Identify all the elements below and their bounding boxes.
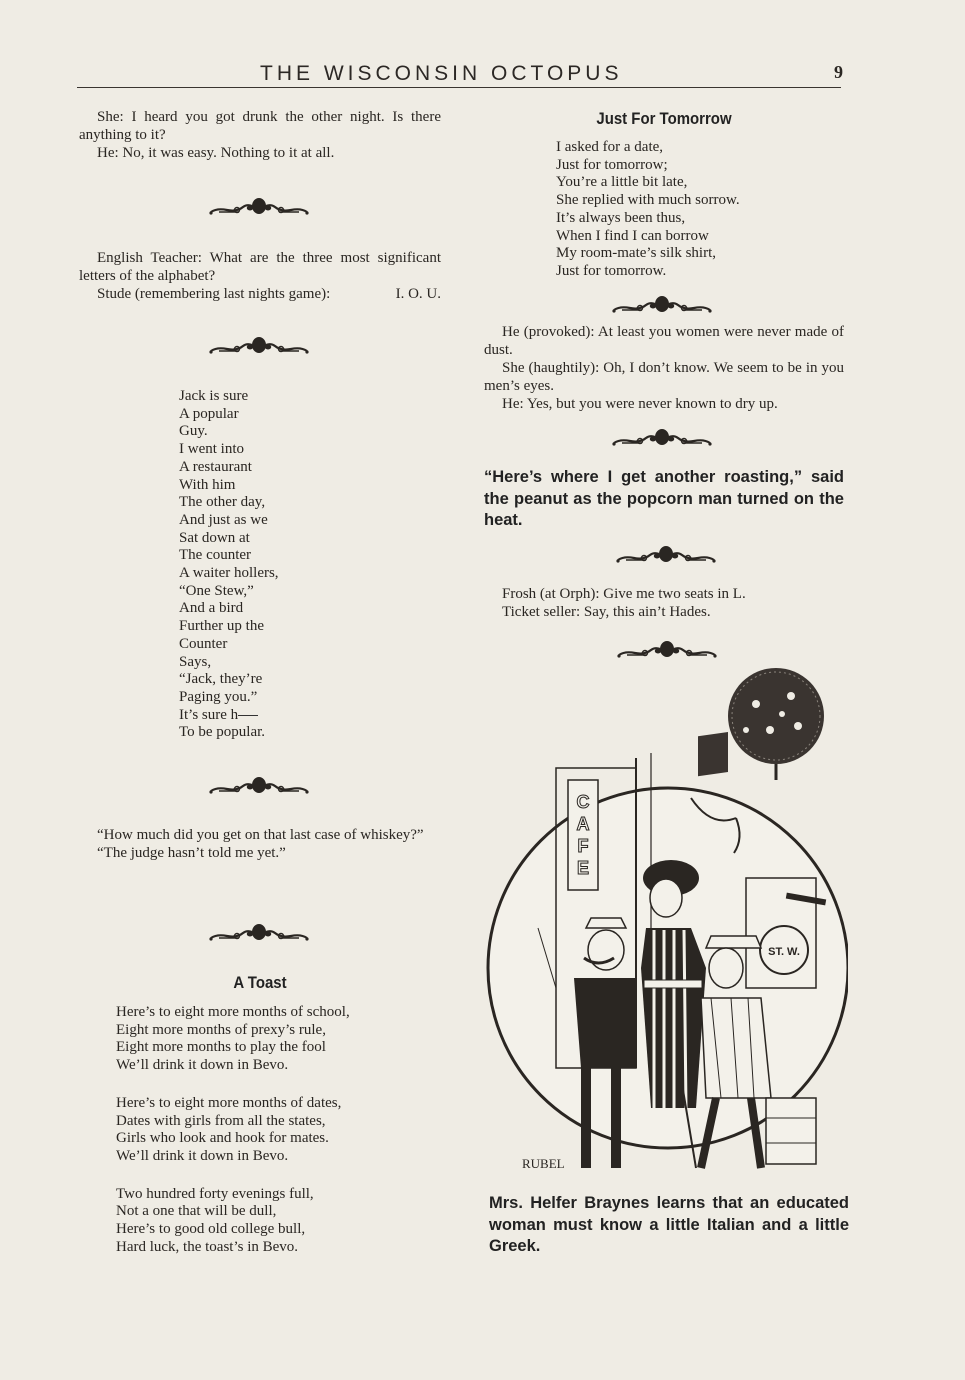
- poem-line: “Jack, they’re: [179, 671, 263, 688]
- poem-line: Here’s to eight more months of school,: [116, 1004, 350, 1020]
- poem-line: Says,: [179, 653, 212, 670]
- joke-line: “How much did you get on that last case of whiskey?”: [97, 827, 424, 843]
- joke-line: She: I heard you got drunk the other night. Is there anything to it?: [79, 109, 441, 143]
- tomorrow-title: Just For Tomorrow: [596, 109, 732, 128]
- poem-line: Girls who look and hook for mates.: [116, 1130, 329, 1147]
- poem-line: To be popular.: [179, 724, 266, 741]
- joke-peanut-text: “Here’s where I get another roasting,” said the peanut as the popcorn man turned on the heat.: [484, 468, 844, 529]
- sign-letter: C: [576, 792, 590, 812]
- joke-line: Frosh (at Orph): Give me two seats in L.: [502, 586, 746, 602]
- scroll-ornament-icon: [612, 293, 712, 315]
- poem-line: Jack is sure: [179, 388, 249, 404]
- sign-letter: E: [576, 858, 590, 878]
- artist-signature: RUBEL: [522, 1156, 565, 1171]
- scroll-ornament-icon: [617, 638, 717, 660]
- joke-line: He: No, it was easy. Nothing to it at all.: [97, 145, 335, 161]
- poem-line: Sat down at: [179, 529, 250, 546]
- poem-line: Just for tomorrow;: [556, 156, 668, 173]
- poem-line: You’re a little bit late,: [556, 174, 688, 191]
- poem-line: She replied with much sorrow.: [556, 192, 740, 209]
- door-label: ST. W.: [768, 946, 800, 958]
- poem-line: It’s always been thus,: [556, 209, 686, 226]
- joke-setup: Stude (remembering last nights game):: [97, 286, 331, 302]
- joke-drunk: [79, 108, 441, 162]
- poem-line: My room-mate’s silk shirt,: [556, 245, 716, 262]
- poem-line: With him: [179, 476, 236, 493]
- poem-line: Paging you.”: [179, 688, 258, 705]
- scroll-ornament-icon: [209, 334, 309, 356]
- running-head-title: THE WISCONSIN OCTOPUS: [260, 62, 623, 85]
- joke-punchline: I. O. U.: [395, 286, 441, 302]
- scroll-ornament-icon: [209, 921, 309, 943]
- joke-peanut: [484, 467, 844, 532]
- poem-line-text: It’s sure h: [179, 706, 239, 723]
- poem-line: Here’s to eight more months of dates,: [116, 1094, 342, 1111]
- poem-line: When I find I can borrow: [556, 227, 709, 244]
- poem-line: Two hundred forty evenings full,: [116, 1185, 314, 1202]
- joke-iou: [79, 249, 441, 303]
- page-number: 9: [834, 62, 843, 82]
- scroll-ornament-icon: [612, 426, 712, 448]
- poem-line: Just for tomorrow.: [556, 262, 667, 279]
- poem-line: A waiter hollers,: [179, 565, 279, 582]
- poem-line: Further up the: [179, 618, 264, 635]
- poem-line: Hard luck, the toast’s in Bevo.: [116, 1238, 299, 1255]
- poem-line: Not a one that will be dull,: [116, 1203, 277, 1220]
- poem-line: [179, 707, 339, 725]
- poem-line: Guy.: [179, 423, 208, 440]
- poem-line: I asked for a date,: [556, 139, 664, 155]
- scroll-ornament-icon: [209, 774, 309, 796]
- poem-line: Here’s to good old college bull,: [116, 1221, 306, 1238]
- poem-line: Eight more months of prexy’s rule,: [116, 1021, 326, 1038]
- poem-jack: [179, 388, 339, 742]
- poem-line: Eight more months to play the fool: [116, 1039, 326, 1056]
- caption-text: Mrs. Helfer Braynes learns that an educated woman must know a little Italian and a little Greek.: [489, 1194, 849, 1255]
- tree-icon: [728, 668, 824, 780]
- poem-line: Dates with girls from all the states,: [116, 1112, 326, 1129]
- joke-line: He: Yes, but you were never known to dry up.: [502, 396, 778, 412]
- joke-line: English Teacher: What are the three most significant letters of the alphabet?: [79, 250, 441, 284]
- toast-title: A Toast: [233, 973, 287, 992]
- scroll-ornament-icon: [209, 195, 309, 217]
- poem-line: The counter: [179, 547, 252, 564]
- poem-tomorrow: [556, 139, 816, 281]
- joke-line: He (provoked): At least you women were never made of dust.: [484, 324, 844, 358]
- censor-dash: [238, 715, 258, 716]
- poem-line: And just as we: [179, 511, 268, 528]
- sign-letter: A: [576, 814, 590, 834]
- joke-line: Ticket seller: Say, this ain’t Hades.: [502, 604, 711, 620]
- header-rule: [77, 87, 841, 88]
- poem-line: Counter: [179, 635, 228, 652]
- cartoon-caption: [489, 1193, 849, 1258]
- poem-toast: [116, 1004, 436, 1256]
- joke-orph: [502, 585, 842, 621]
- poem-line: A popular: [179, 405, 239, 422]
- poem-line: We’ll drink it down in Bevo.: [116, 1147, 289, 1164]
- scroll-ornament-icon: [616, 543, 716, 565]
- poem-line: A restaurant: [179, 458, 252, 475]
- poem-line: “One Stew,”: [179, 582, 254, 599]
- poem-line: The other day,: [179, 494, 266, 511]
- sign-letter: F: [577, 836, 589, 856]
- poem-line: I went into: [179, 441, 244, 458]
- joke-line: [79, 285, 441, 303]
- poem-line: And a bird: [179, 600, 244, 617]
- cartoon-illustration: [486, 668, 848, 1183]
- joke-line: “The judge hasn’t told me yet.”: [97, 845, 286, 861]
- joke-whiskey: [79, 826, 441, 862]
- poem-line: We’ll drink it down in Bevo.: [116, 1057, 289, 1074]
- joke-dust: [484, 323, 844, 413]
- joke-line: She (haughtily): Oh, I don’t know. We seem to be in you men’s eyes.: [484, 360, 844, 394]
